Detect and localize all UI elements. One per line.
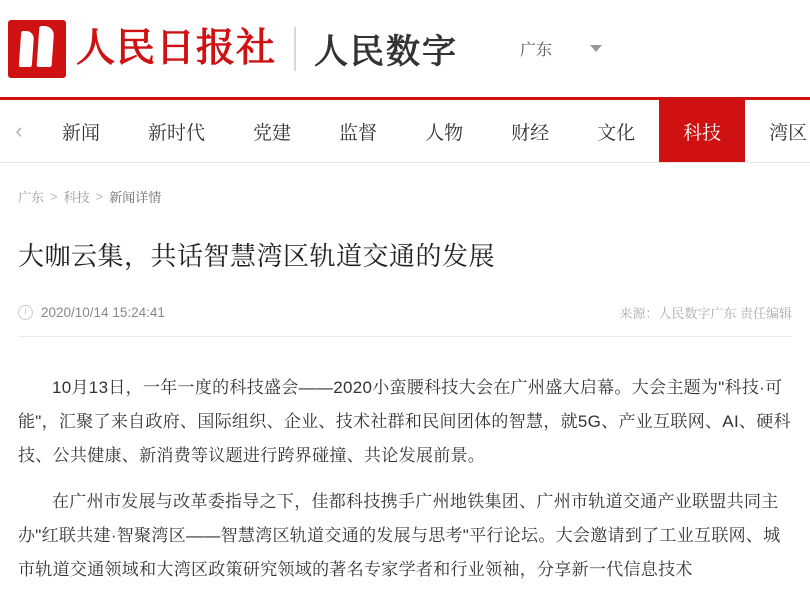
nav-item-bay-area[interactable]: 湾区 [769,122,808,144]
breadcrumb-item-category[interactable]: 科技 [63,190,90,205]
logo-text: 人民日报社 [76,27,277,70]
nav-item-finance[interactable]: 财经 [511,122,550,144]
main-nav [0,97,810,162]
region-selector[interactable] [520,37,602,60]
nav-item-new-era[interactable]: 新时代 [148,122,206,144]
breadcrumb-separator: > [95,189,104,204]
nav-item-technology[interactable]: 科技 [659,100,745,162]
nav-item-culture[interactable]: 文化 [597,122,636,144]
nav-items [38,100,810,162]
breadcrumb-separator: > [50,189,58,204]
article-paragraph: 10月13日，一年一度的科技盛会——2020小蛮腰科技大会在广州盛大启幕。大会主题为"科技·可能"，汇聚了来自政府、国际组织、企业、技术社群和民间团体的智慧，就5G、产业互联网、AI、硬科技、公共健康、新消费等议题进行跨界碰撞、共论发展前景。 [18,378,791,465]
breadcrumb-item-region[interactable]: 广东 [18,190,45,205]
chevron-left-icon[interactable]: ‹ [15,118,23,143]
nav-item-news[interactable]: 新闻 [62,122,101,144]
breadcrumb-item-current: 新闻详情 [109,190,162,205]
nav-item-people[interactable]: 人物 [425,122,464,144]
article-paragraph: 在广州市发展与改革委指导之下，佳都科技携手广州地铁集团、广州市轨道交通产业联盟共同主办"红联共建·智聚湾区——智慧湾区轨道交通的发展与思考"平行论坛。大会邀请到了工业互联网、城市轨道交通领域和大湾区政策研究领域的著名专家学者和行业领袖，分享新一代信息技术 [18,492,781,579]
article-meta [18,303,792,337]
breadcrumb [18,163,792,206]
region-selector-value: 广东 [520,42,553,59]
page-content [0,163,810,587]
brand-second-title: 人民数字 [314,34,459,71]
nav-item-supervision[interactable]: 监督 [339,122,378,144]
chevron-down-icon [590,45,602,52]
article-body [18,371,792,587]
article-source: 来源：人民数字广东 责任编辑 [619,306,792,321]
article-date: 2020/10/14 15:24:41 [41,305,165,320]
nav-item-party-building[interactable]: 党建 [253,122,292,144]
clock-icon [18,305,33,320]
site-header [0,0,810,97]
header-divider [294,27,296,71]
peoples-daily-sail-logo-icon [8,20,66,78]
page-title: 大咖云集，共话智慧湾区轨道交通的发展 [18,241,496,271]
